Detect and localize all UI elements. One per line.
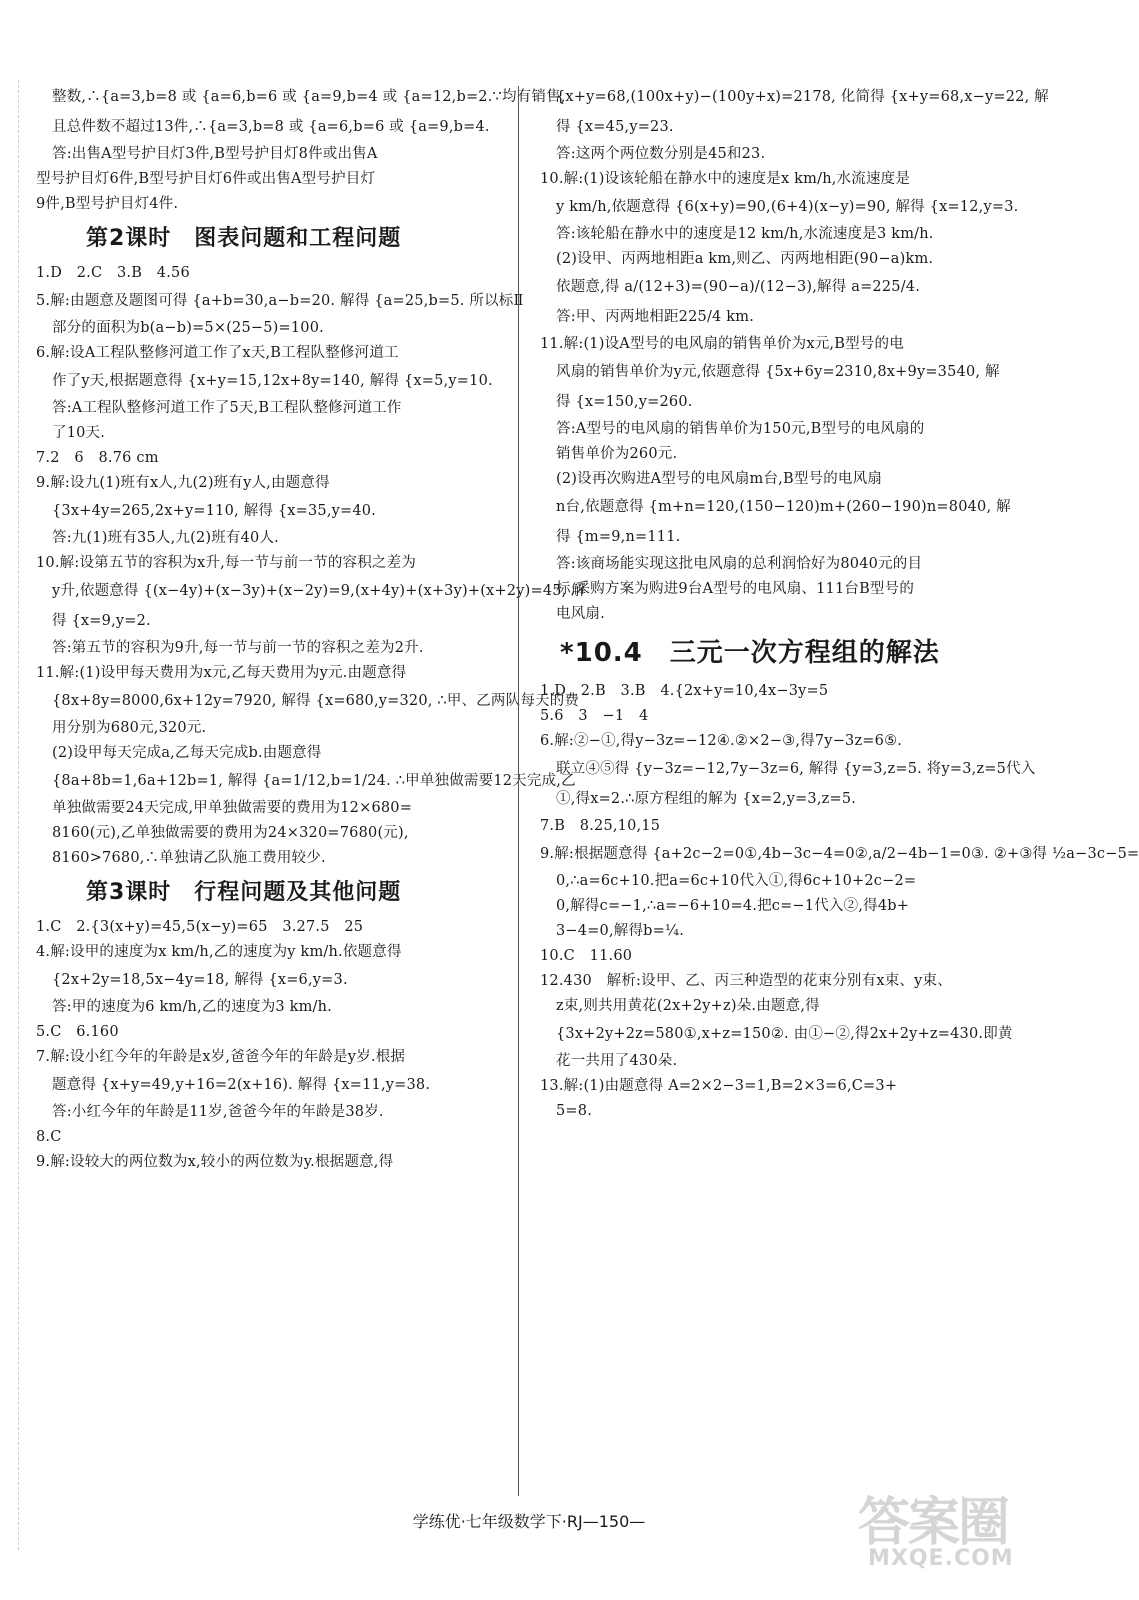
text-line: 答:甲、丙两地相距225/4 km. — [556, 309, 755, 325]
text-line: 10.解:设第五节的容积为x升,每一节与前一节的容积之差为 — [36, 555, 417, 571]
text-line: (2)设再次购进A型号的电风扇m台,B型号的电风扇 — [556, 471, 883, 487]
text-line: 答:小红今年的年龄是11岁,爸爸今年的年龄是38岁. — [52, 1104, 384, 1120]
text-line: 且总件数不超过13件,∴{a=3,b=8 或 {a=6,b=6 或 {a=9,b=4. — [52, 119, 490, 135]
text-line: 6.解:②−①,得y−3z=−12④.②×2−③,得7y−3z=6⑤. — [540, 733, 903, 749]
text-line: {2x+2y=18,5x−4y=18, 解得 {x=6,y=3. — [52, 972, 348, 988]
text-line: 8.C — [36, 1129, 62, 1145]
text-line: 题意得 {x+y=49,y+16=2(x+16). 解得 {x=11,y=38. — [52, 1077, 431, 1093]
text-line: 风扇的销售单价为y元,依题意得 {5x+6y=2310,8x+9y=3540, 解 — [556, 364, 1000, 380]
text-line: y km/h,依题意得 {6(x+y)=90,(6+4)(x−y)=90, 解得 {x=12,y=3. — [556, 199, 1019, 215]
text-line: 7.解:设小红今年的年龄是x岁,爸爸今年的年龄是y岁.根据 — [36, 1049, 406, 1065]
text-line: 答:该轮船在静水中的速度是12 km/h,水流速度是3 km/h. — [556, 226, 934, 242]
text-line: n台,依题意得 {m+n=120,(150−120)m+(260−190)n=8040, 解 — [556, 499, 1011, 515]
text-line: 答:A型号的电风扇的销售单价为150元,B型号的电风扇的 — [556, 421, 925, 437]
text-line: 0,∴a=6c+10.把a=6c+10代入①,得6c+10+2c−2= — [556, 873, 917, 889]
text-line: 5=8. — [556, 1103, 593, 1119]
text-line: 得 {x=150,y=260. — [556, 394, 693, 410]
text-line: 1.C 2.{3(x+y)=45,5(x−y)=65 3.27.5 25 — [36, 919, 364, 935]
text-line: 了10天. — [52, 425, 106, 441]
text-line: (2)设甲、丙两地相距a km,则乙、丙两地相距(90−a)km. — [556, 251, 934, 267]
text-line: 5.解:由题意及题图可得 {a+b=30,a−b=20. 解得 {a=25,b=5. 所以标Ⅱ — [36, 293, 524, 309]
text-line: ①,得x=2.∴原方程组的解为 {x=2,y=3,z=5. — [556, 791, 857, 807]
text-line: 11.解:(1)设甲每天费用为x元,乙每天费用为y元.由题意得 — [36, 665, 407, 681]
watermark-site: MXQE.COM — [868, 1546, 1014, 1571]
text-line: 部分的面积为b(a−b)=5×(25−5)=100. — [52, 320, 324, 336]
text-line: 13.解:(1)由题意得 A=2×2−3=1,B=2×3=6,C=3+ — [540, 1078, 898, 1094]
text-line: {3x+4y=265,2x+y=110, 解得 {x=35,y=40. — [52, 503, 377, 519]
text-line: z束,则共用黄花(2x+2y+z)朵.由题意,得 — [556, 998, 820, 1014]
text-line: y升,依题意得 {(x−4y)+(x−3y)+(x−2y)=9,(x+4y)+(x+3y)+(x+2y)=45, 解 — [52, 583, 586, 599]
text-line: 用分别为680元,320元. — [52, 720, 207, 736]
text-line: 10.解:(1)设该轮船在静水中的速度是x km/h,水流速度是 — [540, 171, 911, 187]
text-line: 作了y天,根据题意得 {x+y=15,12x+8y=140, 解得 {x=5,y=10. — [52, 373, 493, 389]
lesson-heading: 第3课时 行程问题及其他问题 — [86, 880, 402, 905]
text-line: 5.6 3 −1 4 — [540, 708, 649, 724]
text-line: 1.D 2.B 3.B 4.{2x+y=10,4x−3y=5 — [540, 683, 829, 699]
text-line: 答:出售A型号护目灯3件,B型号护目灯8件或出售A — [52, 146, 378, 162]
text-line: 12.430 解析:设甲、乙、丙三种造型的花束分别有x束、y束、 — [540, 973, 952, 989]
binding-margin-line — [18, 80, 19, 1550]
text-line: {x+y=68,(100x+y)−(100y+x)=2178, 化简得 {x+y=68,x−y=22, 解 — [556, 89, 1049, 105]
text-line: 销售单价为260元. — [556, 446, 678, 462]
text-line: 9.解:设较大的两位数为x,较小的两位数为y.根据题意,得 — [36, 1154, 394, 1170]
page-footer: 学练优·七年级数学下·RJ—150— — [412, 1512, 646, 1531]
text-line: 标,采购方案为购进9台A型号的电风扇、111台B型号的 — [556, 581, 915, 597]
text-line: 4.解:设甲的速度为x km/h,乙的速度为y km/h.依题意得 — [36, 944, 402, 960]
text-line: 电风扇. — [556, 606, 605, 622]
text-line: 0,解得c=−1,∴a=−6+10=4.把c=−1代入②,得4b+ — [556, 898, 910, 914]
watermark-logo — [858, 1480, 1028, 1580]
text-line: 答:第五节的容积为9升,每一节与前一节的容积之差为2升. — [52, 640, 424, 656]
text-line: {8x+8y=8000,6x+12y=7920, 解得 {x=680,y=320, ∴甲、乙两队每天的费 — [52, 693, 580, 709]
text-line: 1.D 2.C 3.B 4.56 — [36, 265, 190, 281]
text-line: {8a+8b=1,6a+12b=1, 解得 {a=1/12,b=1/24. ∴甲单独做需要12天完成,乙 — [52, 773, 576, 789]
text-line: 型号护目灯6件,B型号护目灯6件或出售A型号护目灯 — [36, 171, 376, 187]
text-line: 11.解:(1)设A型号的电风扇的销售单价为x元,B型号的电 — [540, 336, 904, 352]
text-line: 得 {x=9,y=2. — [52, 613, 151, 629]
text-line: {3x+2y+2z=580①,x+z=150②. 由①−②,得2x+2y+z=430.即黄 — [556, 1026, 1013, 1042]
text-line: 9.解:设九(1)班有x人,九(2)班有y人,由题意得 — [36, 475, 330, 491]
text-line: 10.C 11.60 — [540, 948, 633, 964]
section-heading: *10.4 三元一次方程组的解法 — [560, 638, 940, 668]
text-line: 答:A工程队整修河道工作了5天,B工程队整修河道工作 — [52, 400, 402, 416]
text-line: 依题意,得 a/(12+3)=(90−a)/(12−3),解得 a=225/4. — [556, 279, 921, 295]
column-divider — [518, 86, 519, 1496]
text-line: 答:这两个两位数分别是45和23. — [556, 146, 766, 162]
text-line: 8160(元),乙单独做需要的费用为24×320=7680(元), — [52, 825, 409, 841]
lesson-heading: 第2课时 图表问题和工程问题 — [86, 226, 402, 251]
text-line: 联立④⑤得 {y−3z=−12,7y−3z=6, 解得 {y=3,z=5. 将y=3,z=5代入 — [556, 761, 1036, 777]
text-line: 9.解:根据题意得 {a+2c−2=0①,4b−3c−4=0②,a/2−4b−1=0③. ②+③得 ½a−3c−5= — [540, 846, 1139, 862]
text-line: 8160>7680,∴单独请乙队施工费用较少. — [52, 850, 326, 866]
text-line: 答:该商场能实现这批电风扇的总利润恰好为8040元的目 — [556, 556, 923, 572]
text-line: 5.C 6.160 — [36, 1024, 119, 1040]
text-line: 花一共用了430朵. — [556, 1053, 678, 1069]
text-line: 答:甲的速度为6 km/h,乙的速度为3 km/h. — [52, 999, 332, 1015]
text-line: 9件,B型号护目灯4件. — [36, 196, 179, 212]
text-line: 3−4=0,解得b=¼. — [556, 923, 685, 939]
watermark-glyphs: 答案圈 — [858, 1493, 1009, 1553]
text-line: 单独做需要24天完成,甲单独做需要的费用为12×680= — [52, 800, 413, 816]
text-line: 7.B 8.25,10,15 — [540, 818, 661, 834]
text-line: 整数,∴{a=3,b=8 或 {a=6,b=6 或 {a=9,b=4 或 {a=12,b=2.∵均有销售, — [52, 89, 566, 105]
right-column — [540, 82, 1139, 1124]
text-line: 得 {m=9,n=111. — [556, 529, 681, 545]
text-line: (2)设甲每天完成a,乙每天完成b.由题意得 — [52, 745, 322, 761]
text-line: 7.2 6 8.76 cm — [36, 450, 159, 466]
text-line: 6.解:设A工程队整修河道工作了x天,B工程队整修河道工 — [36, 345, 399, 361]
text-line: 得 {x=45,y=23. — [556, 119, 674, 135]
text-line: 答:九(1)班有35人,九(2)班有40人. — [52, 530, 279, 546]
